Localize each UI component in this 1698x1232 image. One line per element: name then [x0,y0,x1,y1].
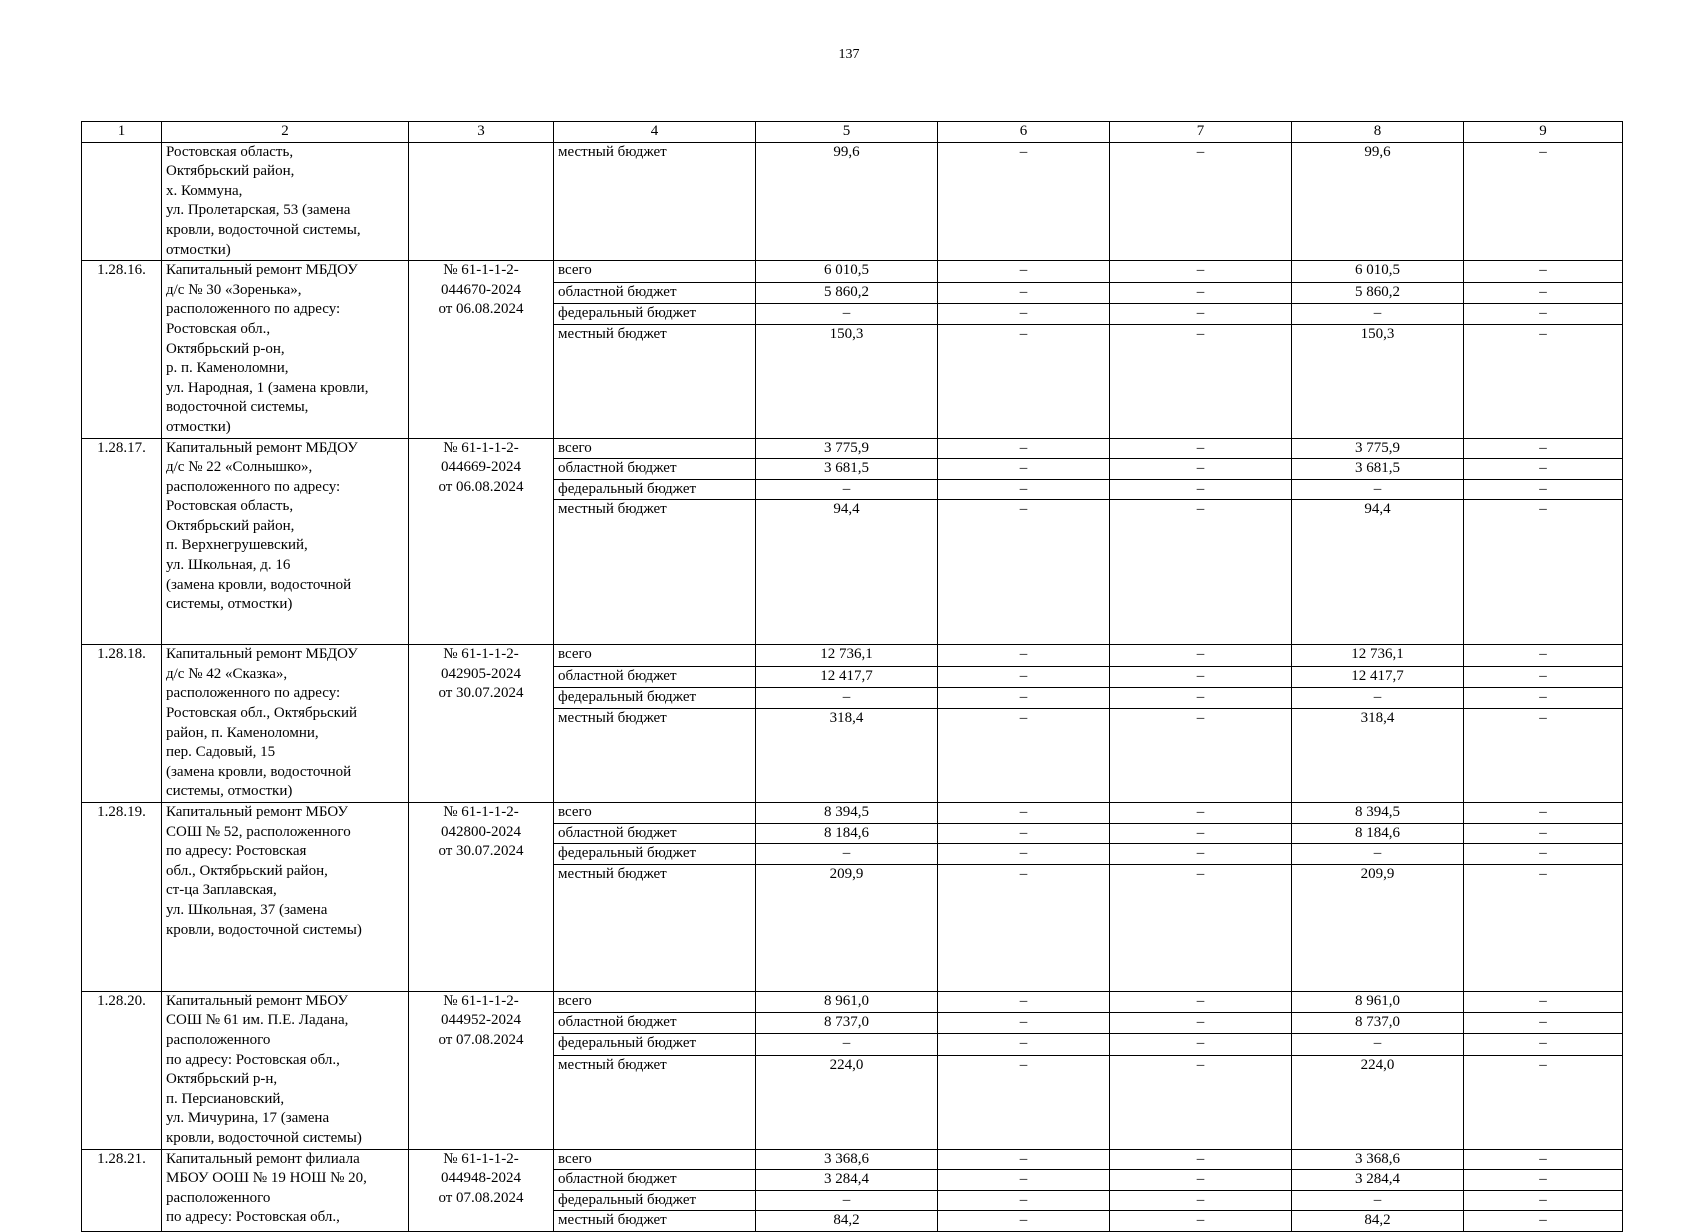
funding-source: всего [554,261,756,282]
header-cell: 5 [756,122,938,143]
description-line: Ростовская обл., Октябрьский [166,705,358,722]
amount-total: 8 961,0 [756,991,938,1012]
document-line: 042905-2024 [441,665,521,682]
document-line: от 07.08.2024 [438,1189,524,1206]
header-cell: 7 [1110,122,1292,143]
amount-col-6: – [938,479,1110,500]
amount-total: 8 184,6 [756,823,938,844]
amount-col-7: – [1110,1034,1292,1055]
amount-col-8: 99,6 [1292,142,1464,261]
amount-col-9: – [1464,1211,1623,1232]
document-line: от 07.08.2024 [438,1032,524,1048]
amount-total: – [756,479,938,500]
description-line: х. Коммуна, [166,182,243,199]
amount-col-9: – [1464,687,1623,708]
amount-col-9: – [1464,844,1623,865]
funding-source: федеральный бюджет [554,687,756,708]
amount-col-8: 8 737,0 [1292,1013,1464,1034]
amount-total: 3 368,6 [756,1149,938,1170]
amount-total: 3 681,5 [756,459,938,480]
funding-source: местный бюджет [554,325,756,438]
amount-col-6: – [938,303,1110,324]
funding-source: местный бюджет [554,1055,756,1149]
description-line: д/с № 30 «Зоренька», [166,281,302,298]
amount-col-6: – [938,709,1110,803]
document-line: 042800-2024 [441,823,521,840]
amount-col-8: 8 184,6 [1292,823,1464,844]
amount-col-7: – [1110,1211,1292,1232]
amount-col-7: – [1110,645,1292,666]
entry-description [162,991,409,1149]
amount-total: 8 737,0 [756,1013,938,1034]
funding-source: всего [554,438,756,459]
description-line: ул. Пролетарская, 53 (замена [166,202,351,219]
description-line: по адресу: Ростовская [166,843,307,860]
amount-col-6: – [938,500,1110,645]
description-line: расположенного по адресу: [166,478,341,495]
funding-source: областной бюджет [554,823,756,844]
amount-col-8: 3 368,6 [1292,1149,1464,1170]
amount-col-7: – [1110,709,1292,803]
amount-col-6: – [938,261,1110,282]
amount-col-8: – [1292,1190,1464,1211]
entry-number: 1.28.21. [82,1149,162,1231]
description-line: пер. Садовый, 15 [166,744,276,761]
amount-total: – [756,303,938,324]
description-line: Ростовская обл., [166,320,271,337]
amount-col-8: 84,2 [1292,1211,1464,1232]
description-line: (замена кровли, водосточной [166,763,352,780]
document-line: 044669-2024 [441,459,521,476]
description-line: п. Верхнегрушевский, [166,537,308,554]
funding-source: федеральный бюджет [554,844,756,865]
amount-col-8: 3 681,5 [1292,459,1464,480]
header-cell: 9 [1464,122,1623,143]
document-line: № 61-1-1-2- [443,1150,519,1167]
entry-description [162,803,409,992]
funding-source: областной бюджет [554,282,756,303]
entry-document [409,991,554,1149]
table-row [82,991,1623,1012]
description-line: ул. Мичурина, 17 (замена [166,1110,330,1127]
amount-col-6: – [938,823,1110,844]
amount-col-7: – [1110,1013,1292,1034]
funding-source: всего [554,1149,756,1170]
description-line: д/с № 22 «Солнышко», [166,459,313,476]
amount-col-9: – [1464,500,1623,645]
amount-col-7: – [1110,479,1292,500]
amount-col-9: – [1464,864,1623,991]
header-cell: 6 [938,122,1110,143]
description-line: отмостки) [166,241,231,258]
amount-col-6: – [938,1013,1110,1034]
budget-table [81,121,1623,1232]
amount-col-9: – [1464,438,1623,459]
description-line: Октябрьский р-он, [166,340,285,357]
amount-col-8: 94,4 [1292,500,1464,645]
document-line: № 61-1-1-2- [443,646,519,663]
amount-col-8: – [1292,479,1464,500]
description-line: расположенного [166,1032,271,1048]
amount-total: 3 775,9 [756,438,938,459]
amount-col-9: – [1464,1013,1623,1034]
entry-description [162,1149,409,1231]
entry-description [162,645,409,803]
description-line: ст-ца Заплавская, [166,882,277,899]
amount-col-8: 12 736,1 [1292,645,1464,666]
amount-col-6: – [938,1190,1110,1211]
description-line: р. п. Каменоломни, [166,360,289,377]
description-line: обл., Октябрьский район, [166,862,328,879]
amount-col-9: – [1464,303,1623,324]
amount-col-9: – [1464,823,1623,844]
entry-number: 1.28.16. [82,261,162,438]
amount-col-7: – [1110,823,1292,844]
document-line: № 61-1-1-2- [443,992,519,1009]
entry-number: 1.28.17. [82,438,162,645]
table-header-row [82,122,1623,143]
amount-col-6: – [938,1149,1110,1170]
header-cell: 2 [162,122,409,143]
amount-col-8: 150,3 [1292,325,1464,438]
entry-number: 1.28.19. [82,803,162,992]
funding-source: всего [554,803,756,824]
amount-total: 94,4 [756,500,938,645]
document-line: 044952-2024 [441,1012,521,1029]
amount-col-7: – [1110,666,1292,687]
entry-document [409,261,554,438]
description-line: СОШ № 52, расположенного [166,823,351,840]
amount-total: 5 860,2 [756,282,938,303]
document-line: № 61-1-1-2- [443,262,519,279]
amount-col-7: – [1110,303,1292,324]
amount-col-8: 3 284,4 [1292,1170,1464,1191]
funding-source: местный бюджет [554,709,756,803]
entry-description [162,438,409,645]
amount-col-9: – [1464,1149,1623,1170]
amount-total: 8 394,5 [756,803,938,824]
amount-total: – [756,1034,938,1055]
amount-total: – [756,687,938,708]
amount-col-9: – [1464,261,1623,282]
amount-col-8: 209,9 [1292,864,1464,991]
description-line: кровли, водосточной системы, [166,221,361,238]
amount-col-8: 224,0 [1292,1055,1464,1149]
amount-col-7: – [1110,1190,1292,1211]
description-line: Капитальный ремонт МБДОУ [166,646,358,663]
amount-col-7: – [1110,438,1292,459]
funding-source: федеральный бюджет [554,303,756,324]
amount-col-7: – [1110,500,1292,645]
description-line: системы, отмостки) [166,783,293,800]
description-line: расположенного по адресу: [166,685,341,702]
description-line: МБОУ ООШ № 19 НОШ № 20, [166,1170,367,1187]
amount-col-7: – [1110,325,1292,438]
amount-col-7: – [1110,282,1292,303]
amount-col-6: – [938,666,1110,687]
description-line: п. Персиановский, [166,1090,285,1107]
amount-col-6: – [938,687,1110,708]
amount-col-7: – [1110,459,1292,480]
amount-col-6: – [938,438,1110,459]
description-line: Капитальный ремонт МБДОУ [166,262,358,279]
description-line: расположенного [166,1189,271,1206]
amount-col-8: – [1292,303,1464,324]
amount-col-6: – [938,991,1110,1012]
amount-col-8: – [1292,1034,1464,1055]
description-line: Капитальный ремонт филиала [166,1150,360,1167]
amount-total: 6 010,5 [756,261,938,282]
funding-source: местный бюджет [554,500,756,645]
description-line: СОШ № 61 им. П.Е. Ладана, [166,1012,349,1029]
funding-source: местный бюджет [554,142,756,261]
description-line: Ростовская область, [166,498,294,515]
amount-col-9: – [1464,803,1623,824]
description-line: ул. Школьная, д. 16 [166,557,291,574]
description-line: Октябрьский район, [166,517,295,534]
amount-col-6: – [938,645,1110,666]
amount-col-6: – [938,282,1110,303]
amount-col-7: – [1110,261,1292,282]
amount-total: 12 417,7 [756,666,938,687]
amount-col-8: 12 417,7 [1292,666,1464,687]
funding-source: областной бюджет [554,666,756,687]
amount-col-6: – [938,864,1110,991]
description-line: (замена кровли, водосточной [166,576,352,593]
table-row [82,142,1623,261]
amount-total: 209,9 [756,864,938,991]
amount-total: 84,2 [756,1211,938,1232]
amount-col-8: 6 010,5 [1292,261,1464,282]
amount-col-6: – [938,142,1110,261]
amount-col-6: – [938,844,1110,865]
entry-number: 1.28.18. [82,645,162,803]
amount-col-7: – [1110,844,1292,865]
amount-col-8: – [1292,687,1464,708]
funding-source: всего [554,991,756,1012]
amount-col-9: – [1464,479,1623,500]
amount-col-9: – [1464,1190,1623,1211]
amount-col-9: – [1464,142,1623,261]
header-cell: 8 [1292,122,1464,143]
funding-source: местный бюджет [554,1211,756,1232]
amount-col-7: – [1110,803,1292,824]
amount-col-9: – [1464,709,1623,803]
description-line: ул. Народная, 1 (замена кровли, [166,379,369,396]
funding-source: местный бюджет [554,864,756,991]
amount-col-7: – [1110,687,1292,708]
amount-col-7: – [1110,991,1292,1012]
amount-col-7: – [1110,1149,1292,1170]
funding-source: областной бюджет [554,1013,756,1034]
header-cell: 4 [554,122,756,143]
description-line: Капитальный ремонт МБОУ [166,992,348,1009]
funding-source: федеральный бюджет [554,479,756,500]
amount-col-7: – [1110,142,1292,261]
entry-document [409,803,554,992]
amount-col-8: – [1292,844,1464,865]
amount-total: 224,0 [756,1055,938,1149]
funding-source: федеральный бюджет [554,1190,756,1211]
description-line: д/с № 42 «Сказка», [166,665,288,682]
amount-col-9: – [1464,645,1623,666]
document-line: от 06.08.2024 [438,301,524,318]
amount-col-9: – [1464,1170,1623,1191]
table-row [82,438,1623,459]
description-line: кровли, водосточной системы) [166,1129,362,1146]
amount-col-9: – [1464,1055,1623,1149]
amount-col-6: – [938,1055,1110,1149]
amount-col-6: – [938,1170,1110,1191]
amount-col-6: – [938,459,1110,480]
description-line: Октябрьский р-н, [166,1071,278,1088]
amount-col-7: – [1110,1055,1292,1149]
description-line: водосточной системы, [166,399,309,416]
table-row [82,803,1623,824]
header-cell: 3 [409,122,554,143]
amount-total: 99,6 [756,142,938,261]
page-number: 137 [838,47,860,62]
description-line: Капитальный ремонт МБДОУ [166,439,358,456]
document-line: от 06.08.2024 [438,478,524,495]
amount-col-9: – [1464,666,1623,687]
amount-total: 150,3 [756,325,938,438]
document-line: 044670-2024 [441,281,521,298]
amount-col-9: – [1464,325,1623,438]
amount-col-9: – [1464,459,1623,480]
amount-total: 3 284,4 [756,1170,938,1191]
description-line: отмостки) [166,418,231,435]
description-line: системы, отмостки) [166,596,293,613]
entry-document [409,438,554,645]
entry-document [409,142,554,261]
document-line: от 30.07.2024 [438,685,524,702]
amount-col-9: – [1464,282,1623,303]
amount-col-6: – [938,1211,1110,1232]
amount-col-8: 8 394,5 [1292,803,1464,824]
entry-description [162,261,409,438]
description-line: по адресу: Ростовская обл., [166,1209,340,1226]
entry-description [162,142,409,261]
table-row [82,645,1623,666]
entry-document [409,1149,554,1231]
funding-source: областной бюджет [554,459,756,480]
description-line: ул. Школьная, 37 (замена [166,902,328,918]
amount-col-6: – [938,803,1110,824]
funding-source: всего [554,645,756,666]
entry-document [409,645,554,803]
amount-col-7: – [1110,1170,1292,1191]
amount-total: – [756,844,938,865]
description-line: Ростовская область, [166,143,294,160]
amount-col-6: – [938,325,1110,438]
amount-col-9: – [1464,1034,1623,1055]
amount-col-8: 5 860,2 [1292,282,1464,303]
amount-col-8: 8 961,0 [1292,991,1464,1012]
amount-col-8: 318,4 [1292,709,1464,803]
table-row [82,261,1623,282]
amount-total: 12 736,1 [756,645,938,666]
entry-number [82,142,162,261]
document-line: № 61-1-1-2- [443,804,519,821]
description-line: кровли, водосточной системы) [166,921,362,938]
amount-col-8: 3 775,9 [1292,438,1464,459]
amount-total: 318,4 [756,709,938,803]
amount-col-6: – [938,1034,1110,1055]
entry-number: 1.28.20. [82,991,162,1149]
document-line: № 61-1-1-2- [443,439,519,456]
amount-col-7: – [1110,864,1292,991]
funding-source: областной бюджет [554,1170,756,1191]
description-line: расположенного по адресу: [166,301,341,318]
header-cell: 1 [82,122,162,143]
description-line: Октябрьский район, [166,163,295,180]
description-line: Капитальный ремонт МБОУ [166,804,348,821]
description-line: по адресу: Ростовская обл., [166,1051,340,1068]
table-row [82,1149,1623,1170]
document-line: от 30.07.2024 [438,843,524,860]
description-line: район, п. Каменоломни, [166,724,319,741]
funding-source: федеральный бюджет [554,1034,756,1055]
amount-total: – [756,1190,938,1211]
amount-col-9: – [1464,991,1623,1012]
document-line: 044948-2024 [441,1170,521,1187]
